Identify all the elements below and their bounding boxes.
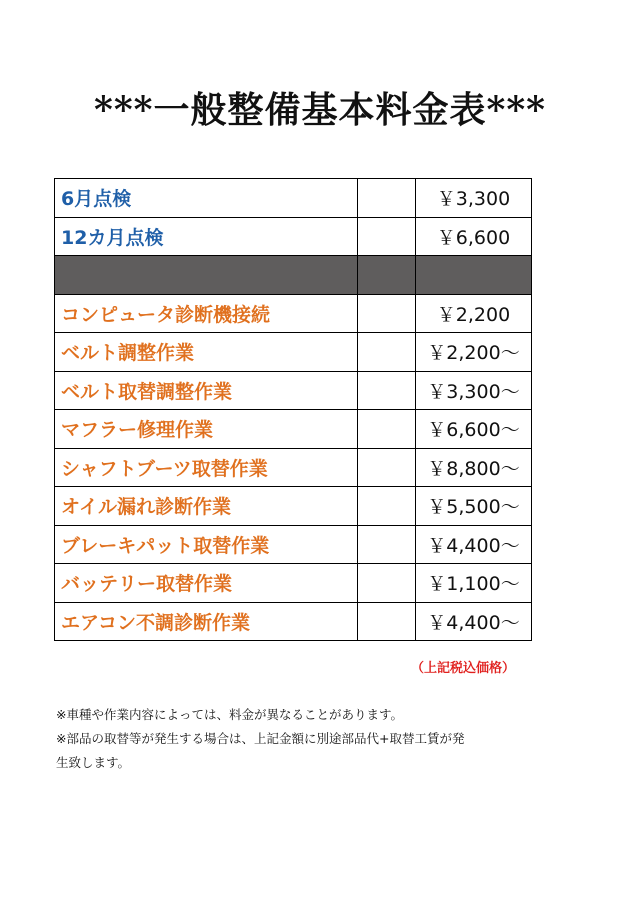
service-price: ￥4,400～ (416, 525, 532, 564)
table-row (55, 333, 532, 372)
service-name: シャフトブーツ取替作業 (55, 448, 358, 487)
service-name: コンピュータ診断機接続 (55, 294, 358, 333)
service-name: マフラー修理作業 (55, 410, 358, 449)
service-price: ￥5,500～ (416, 487, 532, 526)
page-title: ***一般整備基本料金表*** (94, 89, 546, 131)
service-price: ￥4,400～ (416, 602, 532, 641)
separator-row (55, 256, 532, 295)
service-name: オイル漏れ診断作業 (55, 487, 358, 526)
service-name: ベルト取替調整作業 (55, 371, 358, 410)
table-row (55, 564, 532, 603)
table-row (55, 217, 532, 256)
table-row (55, 487, 532, 526)
service-name: エアコン不調診断作業 (55, 602, 358, 641)
spacer-cell (358, 525, 416, 564)
service-price: ￥2,200 (416, 294, 532, 333)
separator-cell (55, 256, 358, 295)
tax-included-note: （上記税込価格） (411, 661, 516, 676)
service-price: ￥6,600 (416, 217, 532, 256)
table-row (55, 179, 532, 218)
spacer-cell (358, 179, 416, 218)
spacer-cell (358, 333, 416, 372)
table-row (55, 602, 532, 641)
footnote-line: ※部品の取替等が発生する場合は、上記金額に別途部品代+取替工賃が発 (56, 731, 465, 746)
spacer-cell (358, 410, 416, 449)
spacer-cell (358, 564, 416, 603)
service-price: ￥2,200～ (416, 333, 532, 372)
spacer-cell (358, 294, 416, 333)
table-row (55, 410, 532, 449)
table-row (55, 525, 532, 564)
spacer-cell (358, 217, 416, 256)
service-name: バッテリー取替作業 (55, 564, 358, 603)
service-price: ￥6,600～ (416, 410, 532, 449)
table-row (55, 371, 532, 410)
table-row (55, 294, 532, 333)
footnote-line: ※車種や作業内容によっては、料金が異なることがあります。 (56, 707, 403, 722)
service-name: 6月点検 (55, 179, 358, 218)
price-table (54, 178, 532, 641)
service-price: ￥8,800～ (416, 448, 532, 487)
spacer-cell (358, 487, 416, 526)
service-name: ベルト調整作業 (55, 333, 358, 372)
footnote-line: 生致します。 (56, 755, 131, 770)
separator-cell (358, 256, 416, 295)
service-price: ￥3,300～ (416, 371, 532, 410)
table-row (55, 448, 532, 487)
spacer-cell (358, 371, 416, 410)
service-name: ブレーキパット取替作業 (55, 525, 358, 564)
service-price: ￥1,100～ (416, 564, 532, 603)
spacer-cell (358, 448, 416, 487)
service-name: 12カ月点検 (55, 217, 358, 256)
spacer-cell (358, 602, 416, 641)
footnotes (56, 703, 526, 775)
separator-cell (416, 256, 532, 295)
service-price: ￥3,300 (416, 179, 532, 218)
